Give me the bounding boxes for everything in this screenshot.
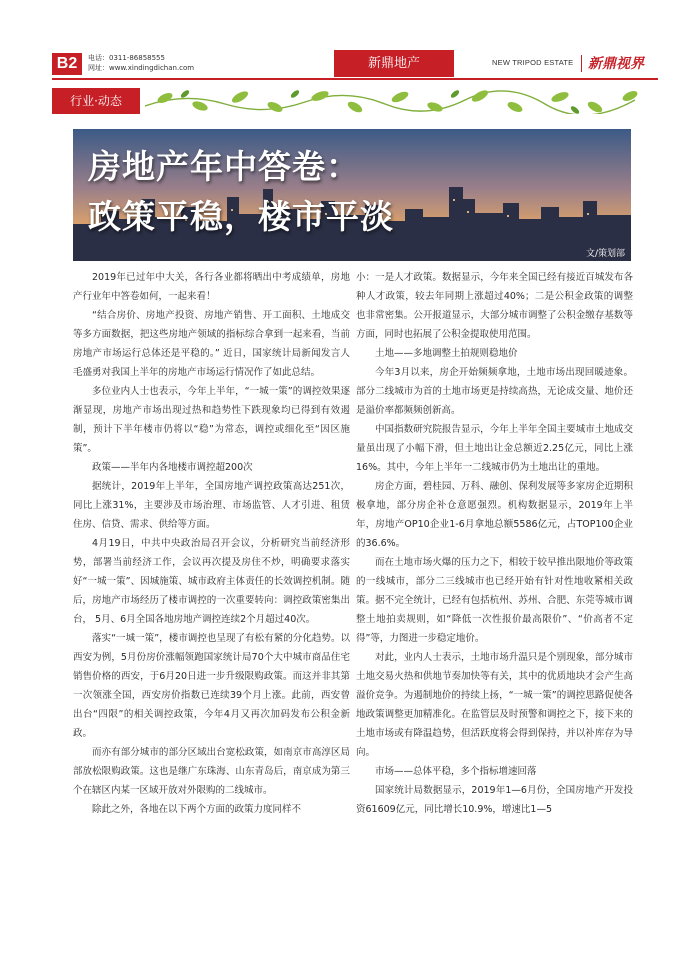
paragraph: 国家统计局数据显示，2019年1—6月份，全国房地产开发投资61609亿元，同比增长10.9%，增速比1—5 — [356, 785, 633, 815]
brand-logo: 新鼎视界 — [588, 56, 644, 72]
column-tag: 行业·动态 — [52, 88, 140, 114]
paragraph: 对此，业内人士表示，土地市场升温只是个别现象，部分城市土地交易火热和供地节奏加快等有关，其中的优质地块才会产生高溢价竞争。为遏制地价的持续上扬，“一城一策”的调控思路促使各地政策调整更加精准化。在监管层及时预警和调控之下，接下来的土地市场或有降温趋势，但活跃度将会得到保持，并以补库存为导向。 — [356, 652, 633, 758]
header-rule — [52, 78, 658, 80]
hero-title-line1: 房地产年中答卷： — [88, 147, 360, 186]
paragraph: “结合房价、房地产投资、房地产销售、开工面积、土地成交等多方面数据，把这些房地产领域的指标综合拿到一起来看，当前房地产市场运行总体还是平稳的。” 近日，国家统计局新闻发言人毛盛勇对我国上半年的房地产市场运行情况作了如此总结。 — [73, 310, 350, 378]
website-text: 网址：www.xindingdichan.com — [88, 64, 195, 72]
paragraph: 今年3月以来，房企开始频频拿地，土地市场出现回暖迹象。部分二线城市为首的土地市场更是持续高热，无论成交量、地价还是溢价率都频频创新高。 — [356, 367, 633, 416]
article-column-right — [356, 268, 633, 819]
author-credit: 文/策划部 — [585, 249, 625, 259]
article-column-left — [73, 268, 350, 819]
paragraph: 房企方面，碧桂园、万科、融创、保利发展等多家房企近期积极拿地，部分房企补仓意愿强烈。机构数据显示，2019年上半年，房地产OP10企业1-6月拿地总额5586亿元，占TOP100企业的36.6%。 — [356, 481, 633, 549]
phone-text: 电话：0311-86858555 — [88, 54, 165, 62]
subheading: 市场——总体平稳，多个指标增速回落 — [375, 766, 537, 777]
paragraph: 据统计，2019年上半年，全国房地产调控政策高达251次，同比上涨31%，主要涉及市场治理、市场监管、人才引进、租赁住房、信贷、需求、供给等方面。 — [73, 481, 350, 530]
paragraph: 中国指数研究院报告显示，今年上半年全国主要城市土地成交量虽出现了小幅下滑，但土地出让金总额近2.25亿元，同比上涨16%。其中，今年上半年一二线城市仍为土地出让的重地。 — [356, 424, 633, 473]
paragraph: 多位业内人士也表示，今年上半年，“一城一策”的调控效果逐渐显现，房地产市场出现过热和趋势性下跌现象均已得到有效遏制，预计下半年楼市仍将以“稳”为常态，调控或细化至“因区施策”。 — [73, 386, 350, 454]
english-name: NEW TRIPOD ESTATE — [492, 58, 574, 67]
paragraph: 2019年已过年中大关，各行各业都将晒出中考成绩单，房地产行业年中答卷如何，一起来看！ — [73, 272, 350, 302]
hero-title-line2: 政策平稳，楼市平淡 — [88, 197, 394, 236]
paragraph: 而亦有部分城市的部分区域出台宽松政策，如南京市高淳区局部放松限购政策。这也是继广东珠海、山东青岛后，南京成为第三个在辖区内某一区域开放对外限购的二线城市。 — [73, 747, 350, 796]
header-divider — [581, 55, 582, 72]
subheading: 土地——多地调整土拍规则稳地价 — [375, 348, 518, 359]
leaf-vine-icon — [145, 88, 645, 114]
paragraph: 4月19日，中共中央政治局召开会议，分析研究当前经济形势，部署当前经济工作，会议再次提及房住不炒，明确要求落实好“一城一策”、因城施策、城市政府主体责任的长效调控机制。随后，房地产市场经历了楼市调控的一次重要转向：调控政策密集出台， 5月、6月全国各地房地产调控连续2个月超过40次。 — [73, 538, 350, 625]
column-tag-bar — [52, 88, 658, 114]
contact-info — [88, 53, 194, 73]
hero-banner — [73, 129, 631, 261]
section-label: 新鼎地产 — [334, 50, 454, 77]
paragraph: 而在土地市场火爆的压力之下，相较于较早推出限地价等政策的一线城市，部分二三线城市也已经开始有针对性地收紧相关政策。据不完全统计，已经有包括杭州、苏州、合肥、东莞等城市调整土地拍卖规则，如“降低一次性报价最高限价”、“价高者不定得”等，力图进一步稳定地价。 — [356, 557, 633, 644]
paragraph: 小：一是人才政策。数据显示，今年来全国已经有接近百城发布各种人才政策，较去年同期上涨超过40%；二是公积金政策的调整也非常密集。公开报道显示，大部分城市调整了公积金缴存基数等方面，同时也拓展了公积金提取使用范围。 — [356, 272, 633, 340]
paragraph: 除此之外，各地在以下两个方面的政策力度同样不 — [92, 804, 302, 815]
page-header — [52, 50, 658, 77]
subheading: 政策——半年内各地楼市调控超200次 — [92, 462, 253, 473]
page-number: B2 — [52, 53, 82, 75]
paragraph: 落实“一城一策”，楼市调控也呈现了有松有紧的分化趋势。以西安为例，5月份房价涨幅领跑国家统计局70个大中城市商品住宅销售价格的西安，于6月20日进一步升级限购政策。而这并非其第一次领涨全国，西安房价指数已连续39个月上涨。此前，西安曾出台“四限”的相关调控政策，今年4月又再次加码发布公积金新政。 — [73, 633, 350, 739]
